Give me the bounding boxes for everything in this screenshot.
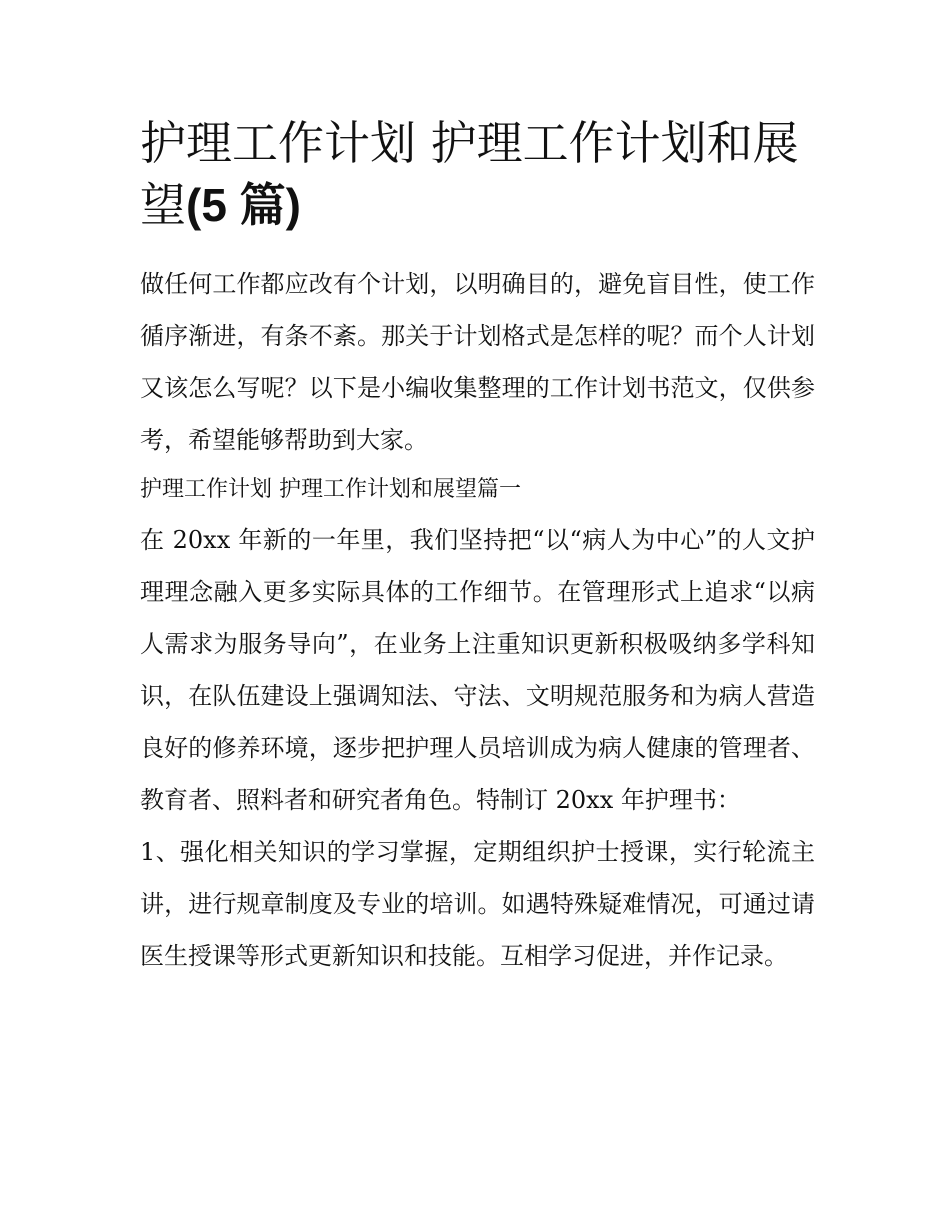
section-paragraph: 在 20xx 年新的一年里，我们坚持把“以“病人为中心”的人文护理理念融入更多实际具体的工作细节。在管理形式上追求“以病人需求为服务导向”，在业务上注重知识更新积极吸纳多学科知识，在队伍建设上强调知法、守法、文明规范服务和为病人营造良好的修养环境，逐步把护理人员培训成为病人健康的管理者、教育者、照料者和研究者角色。特制订 20xx 年护理书： (140, 526, 815, 814)
document-title (140, 112, 815, 236)
intro-paragraph: 做任何工作都应改有个计划，以明确目的，避免盲目性，使工作循序渐进，有条不紊。那关于计划格式是怎样的呢？而个人计划又该怎么写呢？以下是小编收集整理的工作计划书范文，仅供参考，希望能够帮助到大家。 (140, 270, 815, 454)
title-main: 护理工作计划 护理工作计划和展望 (140, 116, 799, 232)
list-item-1: 1、强化相关知识的学习掌握，定期组织护士授课，实行轮流主讲，进行规章制度及专业的培训。如遇特殊疑难情况，可通过请医生授课等形式更新知识和技能。互相学习促进，并作记录。 (140, 838, 815, 970)
section-heading: 护理工作计划 护理工作计划和展望篇一 (140, 477, 521, 502)
document-body (140, 112, 815, 982)
title-suffix: (5 篇) (186, 179, 301, 231)
